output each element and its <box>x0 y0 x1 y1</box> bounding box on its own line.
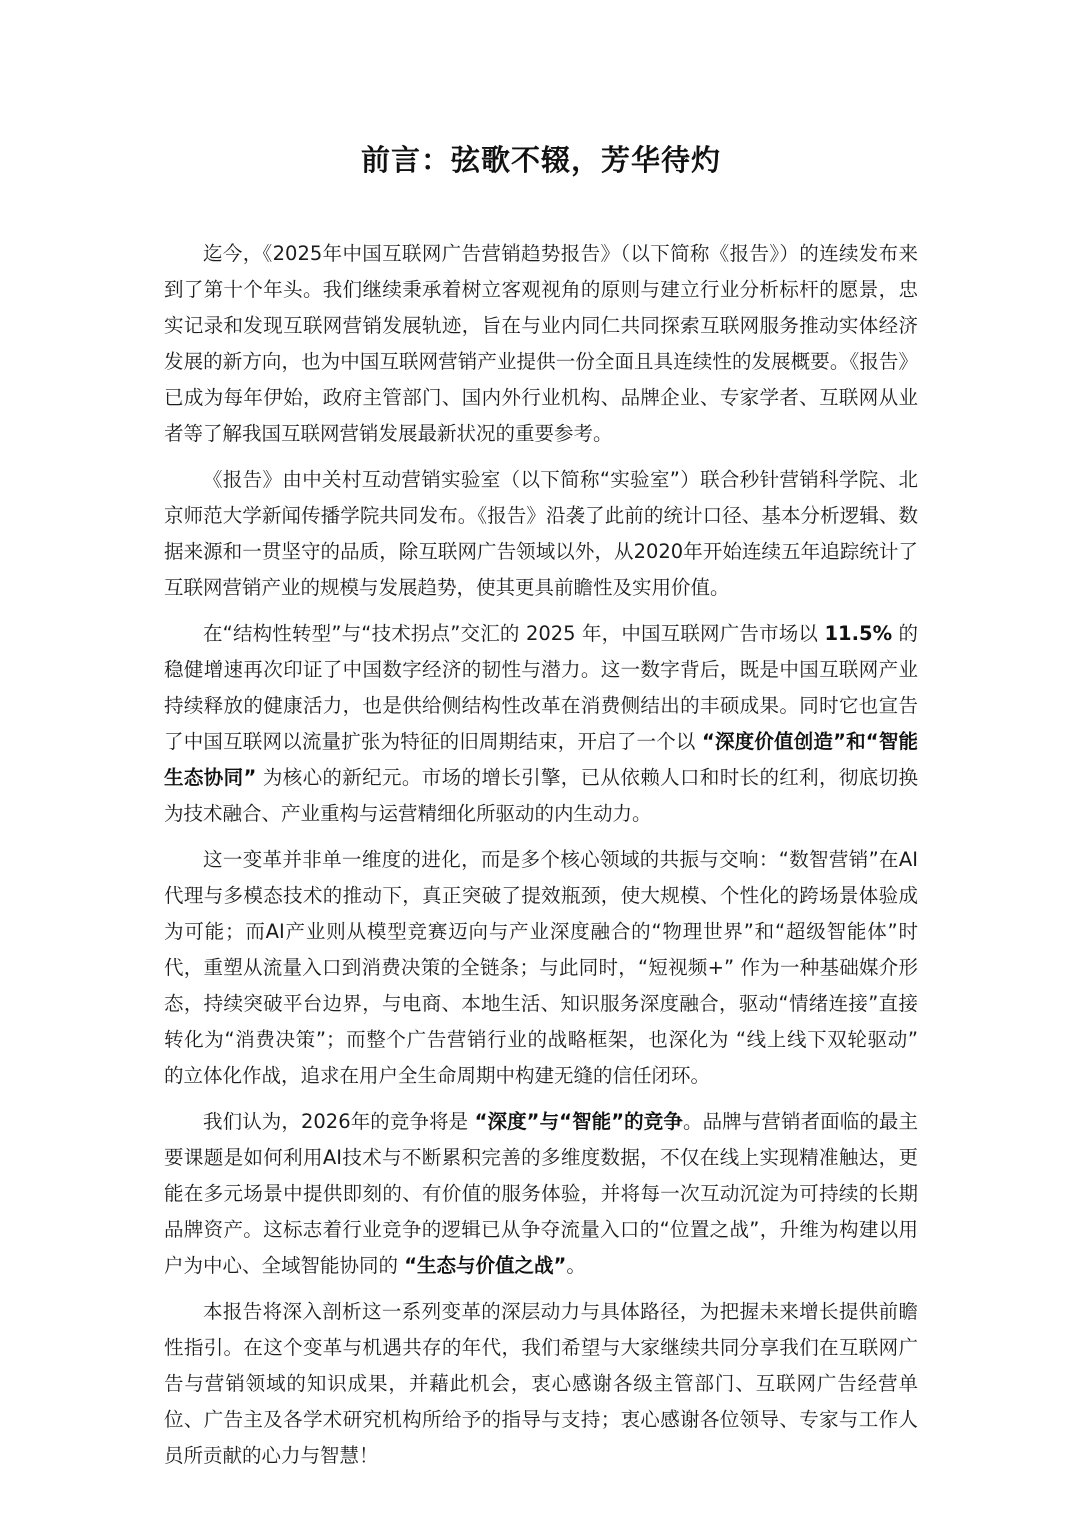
paragraph-text: 《报告》由中关村互动营销实验室（以下简称“实验室”）联合秒针营销科学院、北京师范大学新闻传播学院共同发布。《报告》沿袭了此前的统计口径、基本分析逻辑、数据来源和一贯坚守的品质，除互联网广告领域以外，从2020年开始连续五年追踪统计了互联网营销产业的规模与发展趋势，使其更具前瞻性及实用价值。 <box>164 468 918 599</box>
paragraph-text: 的稳健增速再次印证了中国数字经济的韧性与潜力。这一数字背后，既是中国互联网产业持续释放的健康活力，也是供给侧结构性改革在消费侧结出的丰硕成果。同时它也宣告了中国互联网以流量扩张为特征的旧周期结束，开启了一个以 <box>164 622 919 753</box>
paragraph-text: 本报告将深入剖析这一系列变革的深层动力与具体路径，为把握未来增长提供前瞻性指引。在这个变革与机遇共存的年代，我们希望与大家继续共同分享我们在互联网广告与营销领域的知识成果，并藉此机会，衷心感谢各级主管部门、互联网广告经营单位、广告主及各学术研究机构所给予的指导与支持；衷心感谢各位领导、专家与工作人员所贡献的心力与智慧！ <box>164 1300 918 1467</box>
body-paragraph-3 <box>164 616 918 832</box>
body-paragraph-1 <box>164 236 918 452</box>
paragraph-text: 。品牌与营销者面临的最主要课题是如何利用AI技术与不断累积完善的多维度数据，不仅在线上实现精准触达，更能在多元场景中提供即刻的、有价值的服务体验，并将每一次互动沉淀为可持续的长期品牌资产。这标志着行业竞争的逻辑已从争夺流量入口的“位置之战”，升维为构建以用户为中心、全域智能协同的 <box>164 1110 919 1277</box>
emphasis-text: “生态与价值之战” <box>404 1254 567 1277</box>
paragraph-text: 我们认为，2026年的竞争将是 <box>203 1110 475 1133</box>
page-title: 前言：弦歌不辍，芳华待灼 <box>360 143 721 177</box>
paragraph-text: 为核心的新纪元。市场的增长引擎，已从依赖人口和时长的红利，彻底切换为技术融合、产业重构与运营精细化所驱动的内生动力。 <box>164 766 918 825</box>
emphasis-text: 11.5% <box>824 622 893 645</box>
paragraph-text: 。 <box>566 1254 586 1277</box>
body-paragraph-5 <box>164 1104 918 1284</box>
body-paragraph-2 <box>164 462 918 606</box>
emphasis-text: “深度价值创造”和“智能生态协同” <box>164 730 919 789</box>
paragraph-text: 这一变革并非单一维度的进化，而是多个核心领域的共振与交响：“数智营销”在AI代理与多模态技术的推动下，真正突破了提效瓶颈，使大规模、个性化的跨场景体验成为可能；而AI产业则从模型竞赛迈向与产业深度融合的“物理世界”和“超级智能体”时代，重塑从流量入口到消费决策的全链条；与此同时，“短视频+” 作为一种基础媒介形态，持续突破平台边界，与电商、本地生活、知识服务深度融合，驱动“情绪连接”直接转化为“消费决策”；而整个广告营销行业的战略框架，也深化为 “线上线下双轮驱动” 的立体化作战，追求在用户全生命周期中构建无缝的信任闭环。 <box>164 848 918 1087</box>
paragraph-text: 在“结构性转型”与“技术拐点”交汇的 2025 年，中国互联网广告市场以 <box>203 622 825 645</box>
body-paragraph-6 <box>164 1294 918 1474</box>
paragraph-text: 迄今，《2025年中国互联网广告营销趋势报告》（以下简称《报告》）的连续发布来到了第十个年头。我们继续秉承着树立客观视角的原则与建立行业分析标杆的愿景，忠实记录和发现互联网营销发展轨迹，旨在与业内同仁共同探索互联网服务推动实体经济发展的新方向，也为中国互联网营销产业提供一份全面且具连续性的发展概要。《报告》已成为每年伊始，政府主管部门、国内外行业机构、品牌企业、专家学者、互联网从业者等了解我国互联网营销发展最新状况的重要参考。 <box>164 242 918 445</box>
body-paragraph-4 <box>164 842 918 1094</box>
emphasis-text: “深度”与“智能”的竞争 <box>474 1110 683 1133</box>
document-body <box>164 236 918 1474</box>
